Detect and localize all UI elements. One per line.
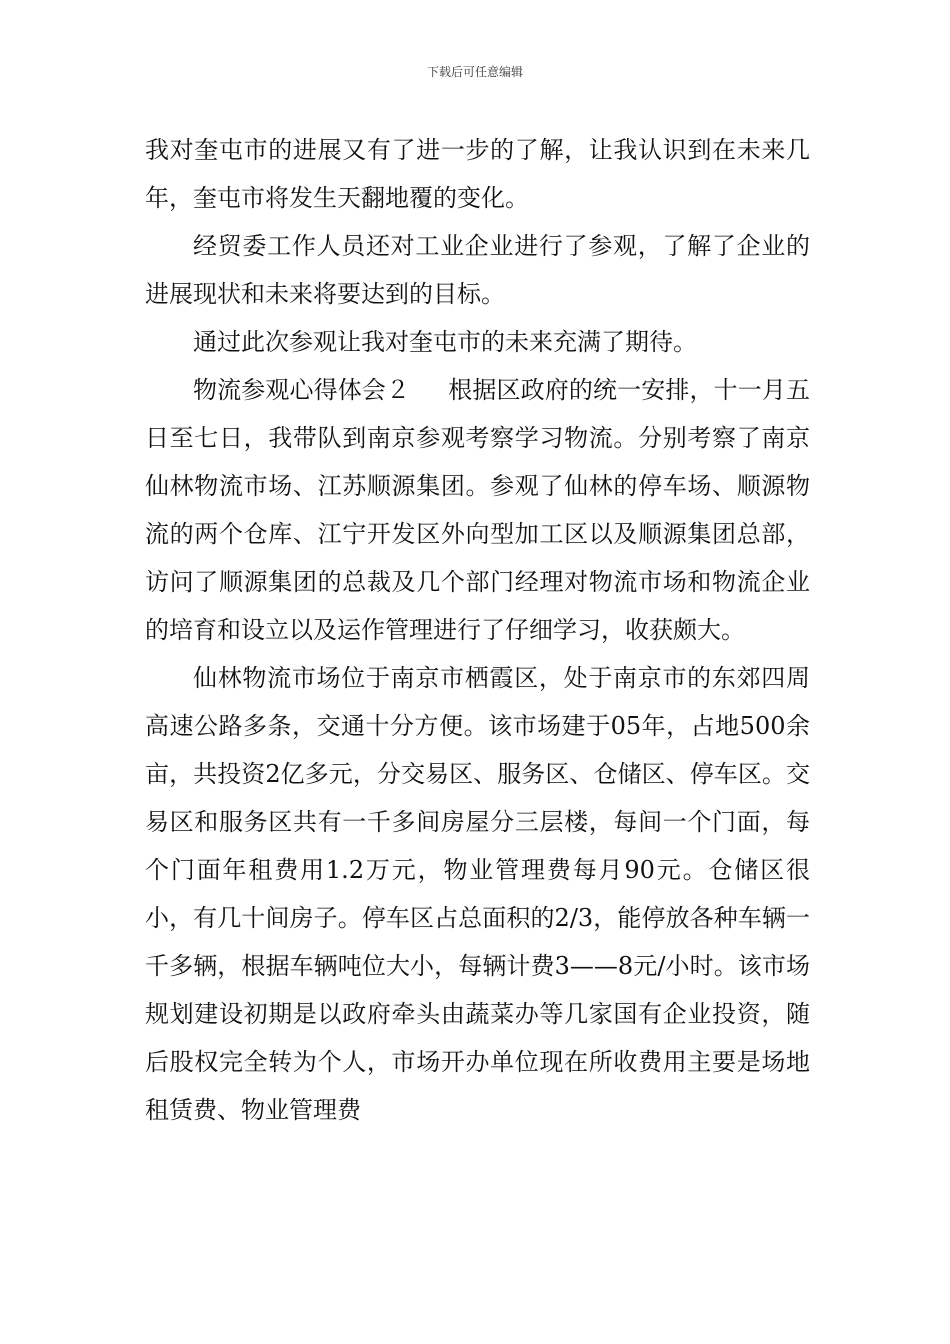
section-title: 物流参观心得体会２ bbox=[193, 376, 411, 404]
page-header-note: 下载后可任意编辑 bbox=[426, 65, 523, 79]
paragraph-3: 通过此次参观让我对奎屯市的未来充满了期待。 bbox=[193, 328, 697, 356]
paragraph-5: 仙林物流市场位于南京市栖霞区，处于南京市的东郊四周高速公路多条，交通十分方便。该市场建于05年，占地500余亩，共投资2亿多元，分交易区、服务区、仓储区、停车区。交易区和服务区共有一千多间房屋分三层楼，每间一个门面，每个门面年租费用1.2万元，物业管理费每月90元。仓储区很小，有几十间房子。停车区占总面积的2/3，能停放各种车辆一千多辆，根据车辆吨位大小，每辆计费3——8元/小时。该市场规划建设初期是以政府牵头由蔬菜办等几家国有企业投资，随后股权完全转为个人，市场开办单位现在所收费用主要是场地租赁费、物业管理费 bbox=[145, 664, 810, 1124]
paragraph-4 bbox=[145, 366, 810, 654]
paragraph-2: 经贸委工作人员还对工业企业进行了参观，了解了企业的进展现状和未来将要达到的目标。 bbox=[145, 232, 810, 308]
paragraph-1: 我对奎屯市的进展又有了进一步的了解，让我认识到在未来几年，奎屯市将发生天翻地覆的变化。 bbox=[145, 136, 810, 212]
document-body bbox=[145, 126, 810, 1134]
paragraph-4-text: 根据区政府的统一安排，十一月五日至七日，我带队到南京参观考察学习物流。分别考察了南京仙林物流市场、江苏顺源集团。参观了仙林的停车场、顺源物流的两个仓库、江宁开发区外向型加工区以及顺源集团总部，访问了顺源集团的总裁及几个部门经理对物流市场和物流企业的培育和设立以及运作管理进行了仔细学习，收获颇大。 bbox=[145, 376, 810, 644]
